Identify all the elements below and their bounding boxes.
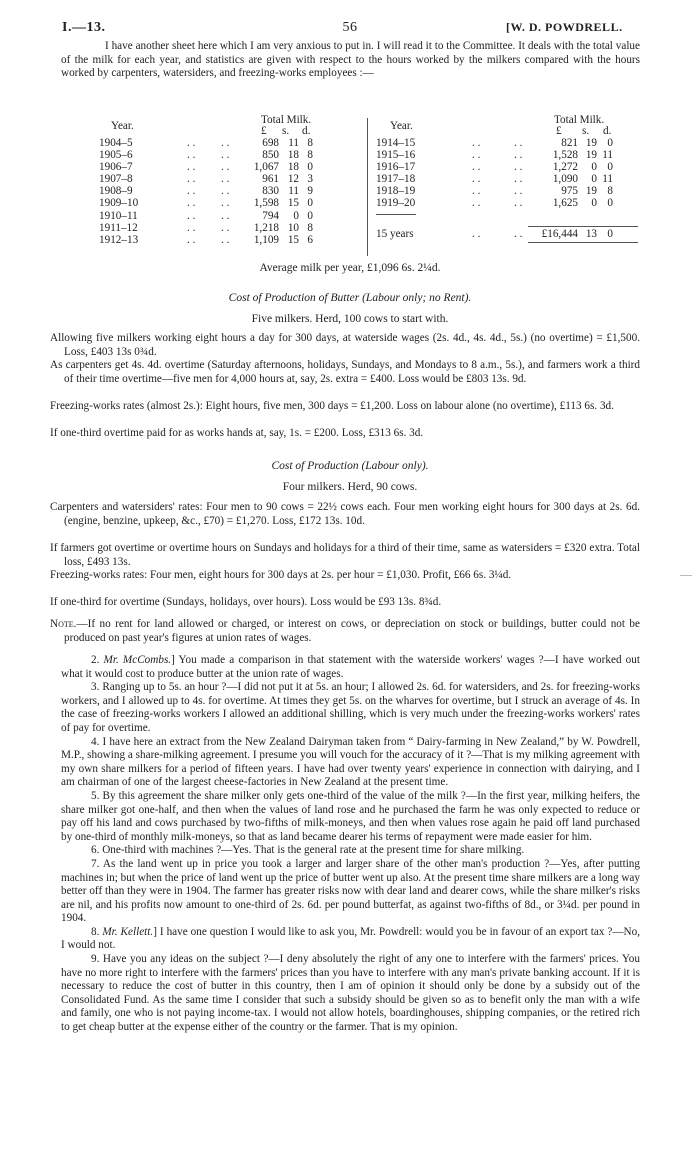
row-shillings: 11	[288, 185, 299, 198]
row-pounds: 794	[262, 209, 279, 222]
row-dots: . .	[187, 149, 196, 162]
row-pence: 9	[307, 185, 313, 198]
row-shillings: 10	[287, 221, 299, 234]
sum-rule	[528, 226, 638, 227]
row-dots: . .	[472, 161, 481, 174]
qa-number: 5.	[91, 789, 103, 802]
margin-mark	[680, 575, 692, 576]
qa-paragraph	[61, 790, 640, 844]
row-year: 1916–17	[376, 161, 416, 174]
qa-paragraph	[61, 953, 640, 1035]
row-dots: . .	[472, 197, 481, 210]
row-dots: . .	[514, 173, 523, 186]
row-dots: . .	[514, 185, 523, 198]
row-pence: 8	[307, 137, 313, 149]
qa-number: 4.	[91, 735, 103, 748]
table-row	[99, 173, 324, 185]
row-pence: 0	[607, 161, 613, 174]
total-label: 15 years	[376, 228, 414, 240]
row-shillings: 0	[591, 173, 597, 186]
row-shillings: 11	[288, 137, 299, 149]
section1-entry-4: If one-third overtime paid for as works hands at, say, 1s. = £200. Loss, £313 6s. 3d.	[50, 427, 424, 439]
section2-entry-1: Carpenters and watersiders' rates: Four men to 90 cows = 22½ cows each. Four men working eight hours for 300 days at 2s. 6d. (engine, benzine, upkeep, &c., £70) = £1,270. Loss, £172 13s. 10d.	[50, 501, 640, 527]
section2-subtitle: Four milkers. Herd, 90 cows.	[282, 481, 418, 493]
row-shillings: 0	[591, 161, 597, 174]
row-dots: . .	[221, 197, 230, 210]
row-dots: . .	[187, 209, 196, 222]
unit-shilling-left: s.	[282, 125, 290, 137]
row-pounds: 1,528	[552, 149, 578, 162]
page-header-left: I.—13.	[62, 20, 106, 35]
table-right-rows	[376, 137, 638, 210]
row-pounds: 1,090	[552, 173, 578, 186]
qa-text: ] You made a comparison in that statement with the waterside workers' wages ?—I have worked out what it would cost to produce butter at the union rate of wages.	[61, 654, 640, 680]
qa-paragraph	[61, 681, 640, 735]
table-row	[99, 137, 324, 149]
page-number: 56	[342, 20, 358, 35]
row-year: 1906–7	[99, 161, 133, 174]
row-year: 1909–10	[99, 197, 139, 210]
row-dots: . .	[221, 161, 230, 174]
qa-text: By this agreement the share milker only gets one-third of the value of the milk ?—In the first year, milking heifers, the share milker got one-half, and then when the values of land rose and he purchased the farm he was only expected to reduce or pay off his land and cows purchased by two-fifths of milk-moneys, and then when values rose again he paid off land purchased by one-third of monthly milk-moneys, so that as land became dearer his terms of repayment were made easier for him.	[61, 789, 640, 843]
row-shillings: 19	[585, 149, 597, 162]
row-year: 1907–8	[99, 173, 133, 186]
unit-pence-left: d.	[302, 125, 311, 137]
row-shillings: 0	[591, 197, 597, 210]
page-header-right: [W. D. POWDRELL.	[506, 20, 623, 34]
row-year: 1915–16	[376, 149, 416, 162]
row-pence: 8	[607, 185, 613, 198]
row-pence: 8	[307, 221, 313, 234]
questions-and-answers	[61, 654, 640, 1035]
row-year: 1904–5	[99, 137, 133, 149]
unit-pence-right: d.	[603, 125, 612, 137]
total-rule	[376, 214, 416, 215]
row-shillings: 15	[287, 233, 299, 246]
row-pounds: 698	[262, 137, 279, 149]
row-pounds: 961	[262, 173, 279, 186]
row-dots: . .	[221, 137, 230, 149]
table-row	[376, 173, 638, 185]
section1-title: Cost of Production of Butter (Labour only; no Rent).	[228, 292, 472, 304]
row-dots: . .	[187, 173, 196, 186]
total-dots: . .	[472, 228, 481, 240]
row-shillings: 19	[585, 137, 597, 149]
row-dots: . .	[514, 149, 523, 162]
qa-text: I have here an extract from the New Zealand Dairyman taken from “ Dairy-farming in New Zealand,” by W. Powdrell, M.P., showing a share-milking agreement. I presume you will vouch for the accuracy of it ?—That is my milking agreement with my own share milkers for a period of fifteen years. I have had over twenty years' experience in connection with dairying, and I am chairman of one of the largest cheese-factories in New Zealand at the present time.	[61, 735, 641, 789]
unit-shilling-right: s.	[582, 125, 590, 137]
table-divider	[367, 118, 368, 256]
row-year: 1919–20	[376, 197, 416, 210]
section1-entry-1: Allowing five milkers working eight hours a day for 300 days, at waterside wages (2s. 4d., 4s. 4d., 5s.) (no overtime) = £1,500. Loss, £403 13s 0¾d.	[50, 332, 640, 358]
row-shillings: 19	[585, 185, 597, 198]
row-dots: . .	[187, 137, 196, 149]
row-dots: . .	[472, 137, 481, 149]
row-pounds: 1,272	[552, 161, 578, 174]
table-row	[376, 185, 638, 197]
total-shillings: 13	[585, 228, 597, 240]
qa-number: 9.	[91, 953, 103, 966]
row-year: 1912–13	[99, 233, 139, 246]
qa-number: 8.	[91, 925, 103, 938]
row-dots: . .	[221, 221, 230, 234]
qa-paragraph	[61, 736, 640, 790]
row-dots: . .	[472, 185, 481, 198]
average-line: Average milk per year, £1,096 6s. 2¼d.	[259, 262, 441, 274]
row-shillings: 18	[287, 149, 299, 162]
table-row	[376, 137, 638, 149]
row-pounds: 1,067	[253, 161, 279, 174]
table-row	[99, 161, 324, 173]
intro-paragraph: I have another sheet here which I am very anxious to put in. I will read it to the Committee. It deals with the total value of the milk for each year, and statistics are given with respect to the hours worked by the milkers compared with the hours worked by carpenters, watersiders, and freezing-works employees :—	[61, 40, 640, 80]
total-pence: 0	[607, 228, 613, 240]
row-pounds: 1,218	[253, 221, 279, 234]
row-shillings: 15	[287, 197, 299, 210]
note-label: Note.	[50, 618, 77, 630]
total-pounds: £16,444	[541, 228, 578, 240]
qa-speaker: Mr. McCombs.	[103, 654, 172, 666]
qa-text: ] I have one question I would like to ask you, Mr. Powdrell: would you be in favour of an export tax ?—No, I would not.	[61, 925, 640, 952]
row-pounds: 1,109	[253, 233, 279, 246]
section2-entry-4: If one-third for overtime (Sundays, holidays, over hours). Loss would be £93 13s. 8¾d.	[50, 596, 442, 608]
row-pence: 0	[607, 197, 613, 210]
row-pounds: 975	[561, 185, 578, 198]
row-year: 1910–11	[99, 209, 138, 222]
row-pounds: 830	[262, 185, 279, 198]
milk-heading-left: Total Milk.	[261, 114, 312, 126]
row-pence: 11	[602, 149, 613, 162]
row-pounds: 1,598	[253, 197, 279, 210]
row-pence: 11	[602, 173, 613, 186]
row-dots: . .	[221, 149, 230, 162]
qa-number: 2.	[91, 654, 104, 666]
table-row	[99, 197, 324, 209]
row-year: 1914–15	[376, 137, 416, 149]
row-pence: 6	[307, 233, 313, 246]
qa-text: Ranging up to 5s. an hour ?—I did not put it at 5s. an hour; I allowed 2s. 6d. for watersiders, and 2s. for freezing-works workers, and I allowed up to 4s. for overtime. At times they get 5s. on the wharves for overtime, but I struck an average of 4s. In the case of freezing-works workers I allowed an additional shilling, which is very much under the freezing-works workers' rates of pay for overtime.	[61, 681, 641, 734]
row-dots: . .	[187, 185, 196, 198]
row-pounds: 1,625	[552, 197, 578, 210]
qa-paragraph	[61, 926, 640, 953]
year-heading-left: Year.	[111, 120, 134, 132]
qa-text: Have you any ideas on the subject ?—I deny absolutely the right of any one to interfere with the farmers' prices. You have no more right to interfere with the farmers' prices than you have to interfere with any man's private banking account. If it is necessary to reduce the cost of butter in this country, then I am of opinion it should only be done by a subsidy out of the Consolidated Fund. As the same time I consider that such a subsidy should be given so as to benefit only the man with a wife and family, one who is not paying income-tax. I would not allow hotels, boardinghouses, shipping companies, or the retired rich to get cheap butter at the expense either of the country or the farmer. That is my opinion.	[61, 953, 640, 1034]
qa-speaker: Mr. Kellett.	[102, 925, 154, 938]
row-shillings: 12	[287, 173, 299, 186]
row-shillings: 0	[293, 209, 299, 222]
row-year: 1911–12	[99, 221, 138, 234]
table-row	[99, 185, 324, 197]
section1-subtitle: Five milkers. Herd, 100 cows to start with.	[251, 313, 449, 325]
section2-entry-3: Freezing-works rates: Four men, eight hours for 300 days at 2s. per hour = £1,030. Profit, £66 6s. 3¼d.	[50, 569, 512, 581]
row-year: 1917–18	[376, 173, 416, 186]
note-text: —If no rent for land allowed or charged, or interest on cows, or depreciation on stock or buildings, butter could not be produced on past year's figures at union rates of wages.	[64, 618, 640, 644]
row-pence: 0	[307, 209, 313, 222]
row-dots: . .	[514, 197, 523, 210]
section1-entry-3: Freezing-works rates (almost 2s.): Eight hours, five men, 300 days = £1,200. Loss on labour alone (no overtime), £113 6s. 3d.	[50, 400, 614, 412]
table-left-rows	[99, 137, 324, 246]
table-row	[99, 210, 324, 222]
milk-heading-right: Total Milk.	[554, 114, 605, 126]
unit-pound-left: £	[261, 125, 267, 137]
total-underline	[528, 242, 638, 243]
qa-text: One-third with machines ?—Yes. That is the general rate at the present time for share milking.	[102, 844, 525, 857]
row-dots: . .	[221, 173, 230, 186]
table-row	[376, 149, 638, 161]
table-row	[376, 197, 638, 209]
row-pence: 0	[607, 137, 613, 149]
row-dots: . .	[187, 161, 196, 174]
table-row	[99, 149, 324, 161]
section2-entry-2: If farmers got overtime or overtime hours on Sundays and holidays for a third of their time, same as watersiders = £320 extra. Total loss, £493 13s.	[50, 542, 640, 568]
section2-title: Cost of Production (Labour only).	[271, 460, 429, 472]
unit-pound-right: £	[556, 125, 562, 137]
row-dots: . .	[514, 161, 523, 174]
row-year: 1905–6	[99, 149, 133, 162]
section1-entry-2: As carpenters get 4s. 4d. overtime (Saturday afternoons, holidays, Sundays, and Mondays to 8 a.m., 5s.), and farmers work a third of their time overtime—five men for 4,000 hours at, say, 2s. extra = £400. Loss would be £803 13s. 9d.	[50, 359, 640, 385]
row-dots: . .	[187, 221, 196, 234]
row-year: 1918–19	[376, 185, 416, 198]
qa-paragraph	[61, 654, 640, 681]
row-dots: . .	[187, 233, 196, 246]
note-paragraph	[50, 618, 640, 645]
row-dots: . .	[514, 137, 523, 149]
row-dots: . .	[221, 209, 230, 222]
table-row	[99, 222, 324, 234]
qa-paragraph	[61, 844, 640, 858]
row-dots: . .	[472, 173, 481, 186]
row-pounds: 850	[262, 149, 279, 162]
qa-paragraph	[61, 858, 640, 926]
row-pence: 3	[307, 173, 313, 186]
row-dots: . .	[221, 233, 230, 246]
row-year: 1908–9	[99, 185, 133, 198]
table-row	[376, 161, 638, 173]
qa-number: 3.	[91, 681, 103, 694]
row-dots: . .	[221, 185, 230, 198]
row-pence: 0	[307, 161, 313, 174]
row-dots: . .	[187, 197, 196, 210]
row-dots: . .	[472, 149, 481, 162]
row-pence: 8	[307, 149, 313, 162]
qa-text: As the land went up in price you took a larger and larger share of the other man's production ?—Yes, after putting machines in; but when the price of land went up the price of butter went up also. At the present time share milkers are a long way better off than they were in 1904. The farmer has greater risks now with dear land and dearer cows, while the share milker's risks are nil, and his profits now amount to one-third of 2s. 6d. per pound butterfat, as against two-fifths of 8d., or 3¼d. per pound in 1904.	[61, 857, 640, 925]
qa-number: 7.	[91, 857, 103, 870]
year-heading-right: Year.	[390, 120, 413, 132]
row-shillings: 18	[287, 161, 299, 174]
row-pounds: 821	[561, 137, 578, 149]
table-row	[99, 234, 324, 246]
total-dots-2: . .	[514, 228, 523, 240]
row-pence: 0	[307, 197, 313, 210]
qa-number: 6.	[91, 844, 103, 857]
